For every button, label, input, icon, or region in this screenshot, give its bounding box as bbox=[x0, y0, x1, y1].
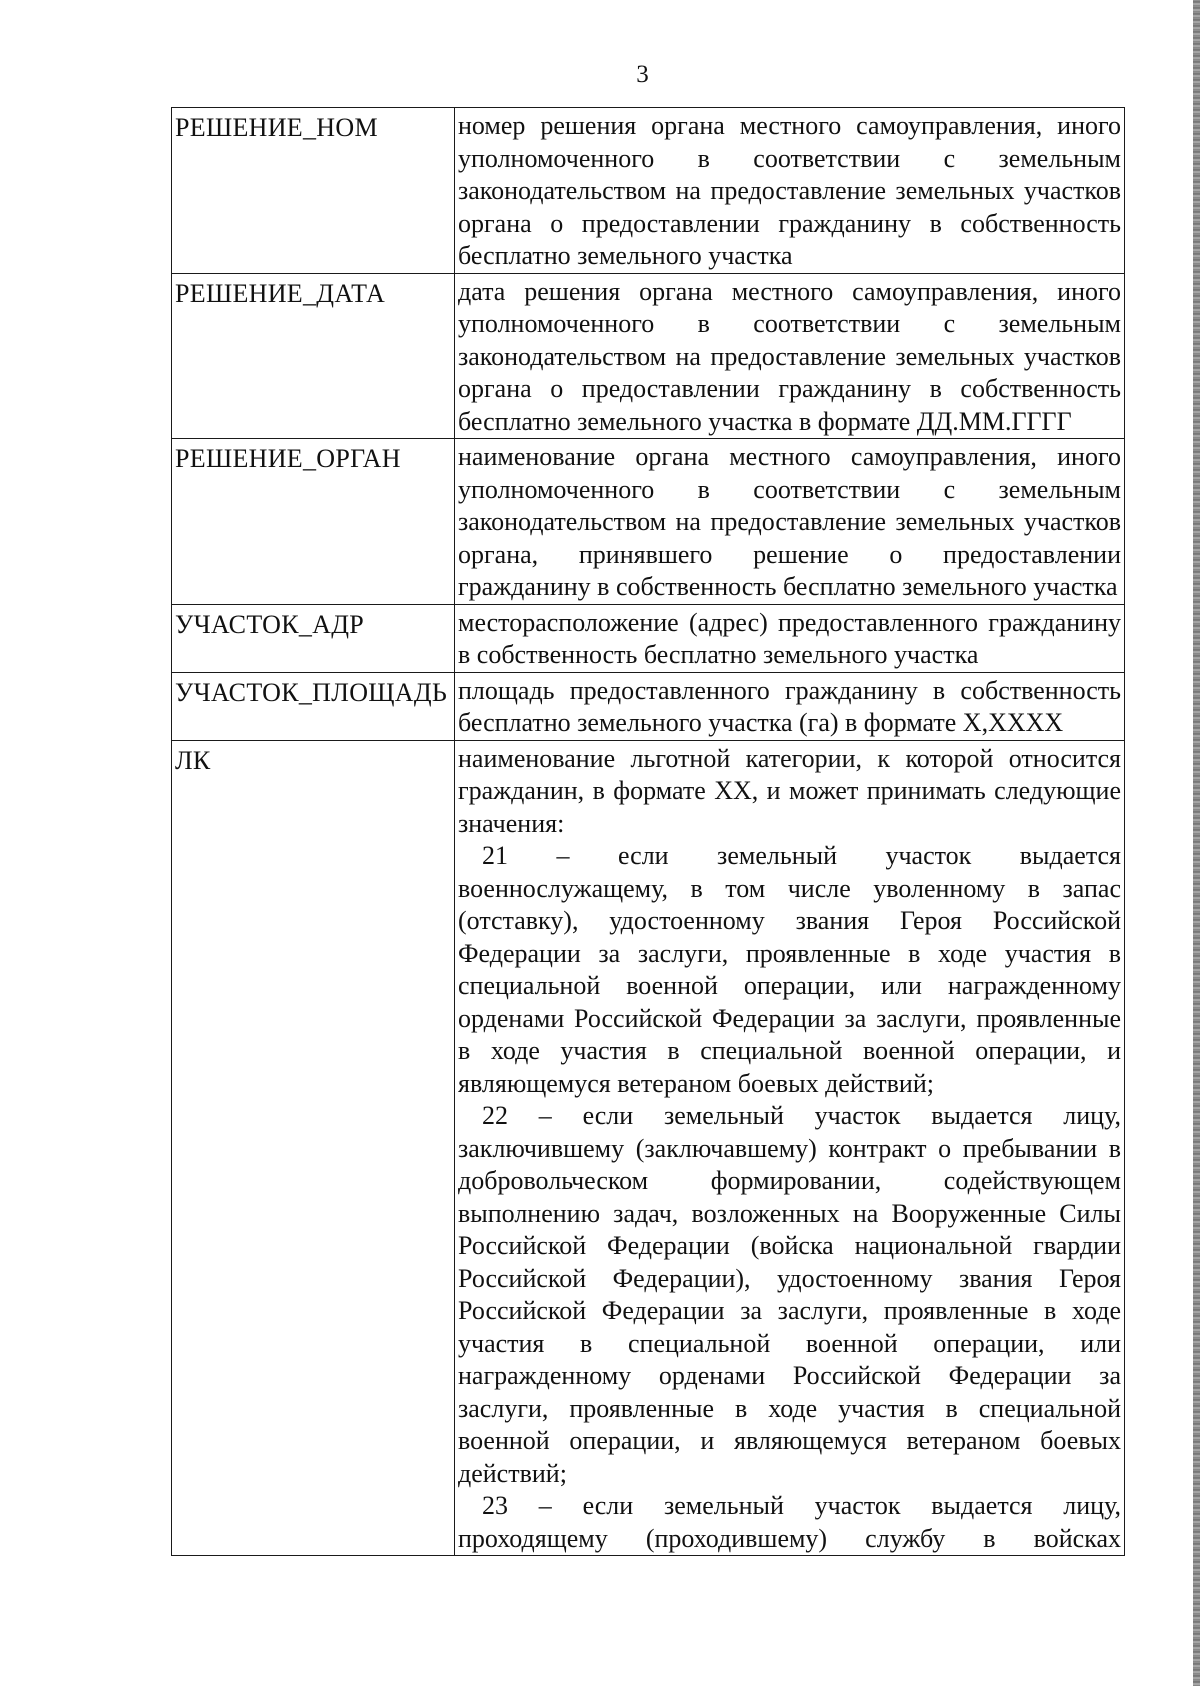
table-row bbox=[172, 273, 1125, 439]
table-row bbox=[172, 604, 1125, 672]
field-description: дата решения органа местного самоуправления, иного уполномоченного в соответствии с земельным законодательством на предоставление земельных участков органа о предоставлении гражданину в собственность бесплатно земельного участка в формате ДД.ММ.ГГГГ bbox=[458, 276, 1121, 436]
lk-item-23: 23 – если земельный участок выдается лицу, проходящему (проходившему) службу в войсках bbox=[458, 1491, 1121, 1553]
field-description-cell bbox=[455, 604, 1125, 672]
field-name-cell: РЕШЕНИЕ_ОРГАН bbox=[172, 439, 455, 605]
field-description-cell bbox=[455, 108, 1125, 274]
scan-edge bbox=[1193, 0, 1200, 1686]
field-description-cell bbox=[455, 740, 1125, 1556]
page-number: 3 bbox=[636, 61, 649, 88]
lk-intro: наименование льготной категории, к которой относится гражданин, в формате ХХ, и может принимать следующие значения: bbox=[458, 743, 1121, 838]
field-description: месторасположение (адрес) предоставленного гражданину в собственность бесплатно земельного участка bbox=[458, 607, 1121, 669]
field-name-cell: РЕШЕНИЕ_НОМ bbox=[172, 108, 455, 274]
table-row bbox=[172, 439, 1125, 605]
field-definitions-table bbox=[171, 107, 1125, 1556]
field-description: площадь предоставленного гражданину в собственность бесплатно земельного участка (га) в формате Х,ХХХХ bbox=[458, 675, 1121, 737]
field-description-cell bbox=[455, 672, 1125, 740]
field-name-cell: УЧАСТОК_ПЛОЩАДЬ bbox=[172, 672, 455, 740]
lk-item-22: 22 – если земельный участок выдается лицу, заключившему (заключавшему) контракт о пребывании в добровольческом формировании, содействующем выполнению задач, возложенных на Вооруженные Силы Российской Федерации (войска национальной гвардии Российской Федерации), удостоенному звания Героя Российской Федерации за заслуги, проявленные в ходе участия в специальной военной операции, или награжденному орденами Российской Федерации за заслуги, проявленные в ходе участия в специальной военной операции, и являющемуся ветераном боевых действий; bbox=[458, 1101, 1121, 1488]
table-row-lk bbox=[172, 740, 1125, 1556]
field-description-cell bbox=[455, 273, 1125, 439]
field-name-cell: УЧАСТОК_АДР bbox=[172, 604, 455, 672]
table-row bbox=[172, 108, 1125, 274]
lk-item-21: 21 – если земельный участок выдается военнослужащему, в том числе уволенному в запас (отставку), удостоенному звания Героя Российской Федерации за заслуги, проявленные в ходе участия в специальной военной операции, или награжденному орденами Российской Федерации за заслуги, проявленные в ходе участия в специальной военной операции, и являющемуся ветераном боевых действий; bbox=[458, 841, 1121, 1098]
table-row bbox=[172, 672, 1125, 740]
field-name-cell: РЕШЕНИЕ_ДАТА bbox=[172, 273, 455, 439]
field-name-cell: ЛК bbox=[172, 740, 455, 1556]
field-description: номер решения органа местного самоуправления, иного уполномоченного в соответствии с земельным законодательством на предоставление земельных участков органа о предоставлении гражданину в собственность бесплатно земельного участка bbox=[458, 111, 1121, 270]
field-description-cell bbox=[455, 439, 1125, 605]
field-description: наименование органа местного самоуправления, иного уполномоченного в соответствии с земельным законодательством на предоставление земельных участков органа, принявшего решение о предоставлении гражданину в собственность бесплатно земельного участка bbox=[458, 442, 1121, 601]
